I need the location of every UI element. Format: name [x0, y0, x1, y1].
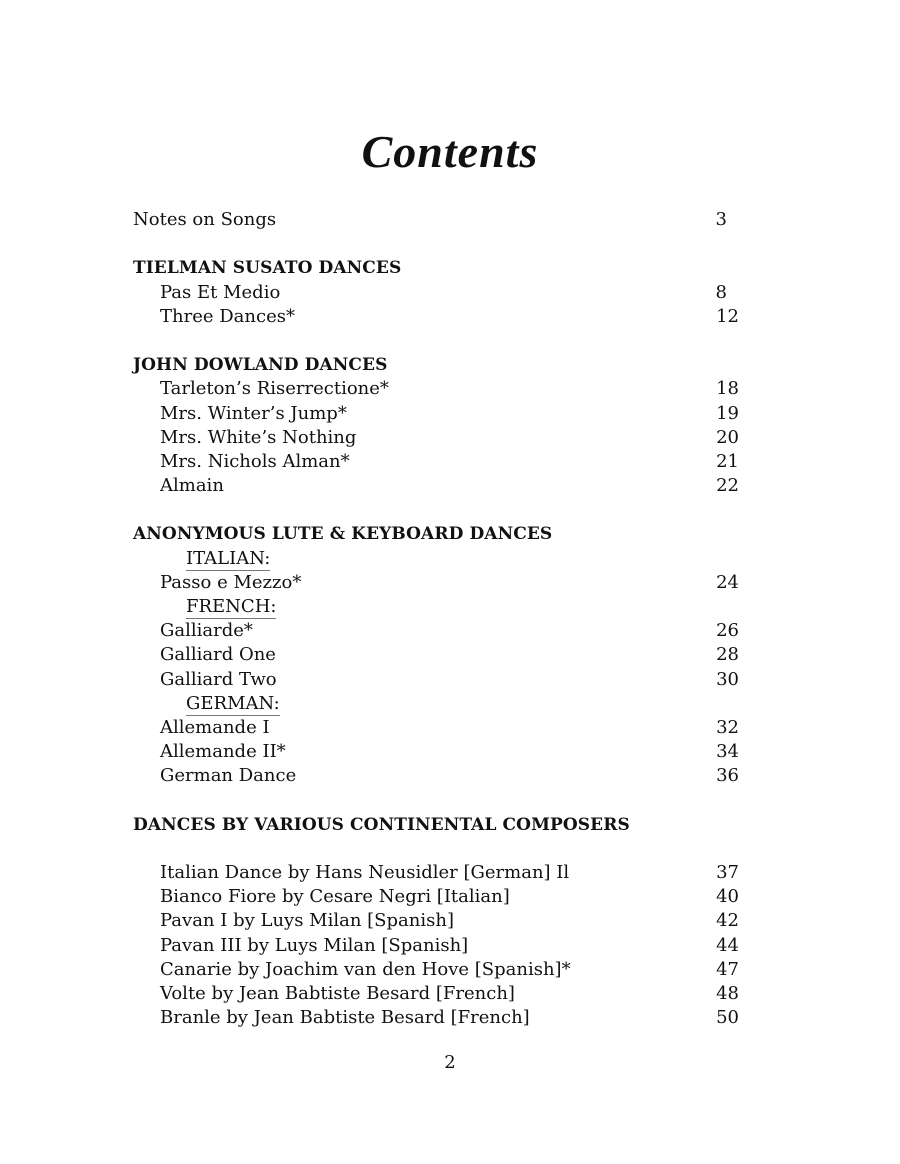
toc-entry-label: Three Dances* — [160, 305, 295, 327]
toc-entry[interactable] — [133, 426, 753, 450]
subheading-german — [133, 692, 753, 716]
spacer — [133, 329, 753, 353]
toc-entry-page: 18 — [716, 378, 739, 400]
toc-entry-page: 3 — [715, 209, 727, 230]
toc-entry[interactable] — [133, 619, 753, 643]
toc-entry[interactable] — [133, 885, 753, 909]
toc-entry-page: 47 — [716, 958, 739, 980]
toc-entry-page: 19 — [716, 402, 739, 424]
toc-entry-page: 50 — [716, 1007, 739, 1029]
toc-entry[interactable] — [133, 861, 753, 885]
subheading-italian — [133, 547, 753, 571]
subheading-label: ITALIAN: — [186, 547, 271, 569]
section-heading-susato — [133, 256, 753, 280]
toc-entry[interactable] — [133, 740, 753, 764]
page-title: Contents — [361, 126, 539, 177]
toc-entry-label: Mrs. White’s Nothing — [160, 426, 357, 448]
toc-entry-page: 42 — [716, 910, 739, 932]
toc-entry-label: Almain — [160, 475, 224, 497]
toc-entry-page: 28 — [716, 644, 739, 666]
section-heading-label: TIELMAN SUSATO DANCES — [133, 258, 402, 279]
toc-entry-page: 24 — [716, 571, 739, 593]
toc-entry[interactable] — [133, 934, 753, 958]
toc-entry[interactable] — [133, 958, 753, 982]
toc-entry-label: Galliard Two — [160, 668, 277, 690]
toc-entry-page: 37 — [716, 862, 739, 884]
toc-entry[interactable] — [133, 982, 753, 1006]
toc-entry-label: Pavan I by Luys Milan [Spanish] — [160, 910, 454, 932]
toc-entry-label: Canarie by Joachim van den Hove [Spanish]* — [160, 958, 571, 980]
spacer — [133, 498, 753, 522]
toc-entry-label: Tarleton’s Riserrectione* — [160, 378, 389, 400]
section-heading-dowland — [133, 353, 753, 377]
section-heading-label: JOHN DOWLAND DANCES — [133, 355, 388, 376]
toc-entry[interactable] — [133, 281, 753, 305]
toc-entry-page: 20 — [716, 426, 739, 448]
toc-entry-page: 48 — [716, 983, 739, 1004]
toc-entry-label: Mrs. Nichols Alman* — [160, 450, 350, 472]
toc-entry-label: Mrs. Winter’s Jump* — [160, 402, 347, 424]
toc-entry-page: 12 — [716, 305, 739, 327]
toc-entry-label: Galliard One — [160, 644, 276, 666]
toc-entry-label: Branle by Jean Babtiste Besard [French] — [160, 1007, 530, 1029]
section-heading-label: ANONYMOUS LUTE & KEYBOARD DANCES — [133, 524, 553, 545]
toc-entry[interactable] — [133, 377, 753, 401]
toc-entry-label: Allemande II* — [160, 741, 286, 763]
spacer — [133, 232, 753, 256]
subheading-label: FRENCH: — [186, 596, 277, 617]
toc-entry[interactable] — [133, 1006, 753, 1030]
spacer — [133, 789, 753, 813]
toc-entry-page: 40 — [716, 886, 739, 908]
toc-entry-page: 34 — [716, 741, 739, 763]
toc-entry[interactable] — [133, 474, 753, 498]
toc-entry[interactable] — [133, 668, 753, 692]
toc-entry-label: Italian Dance by Hans Neusidler [German] Il — [160, 862, 570, 884]
toc-entry-page: 22 — [716, 475, 739, 497]
toc-entry[interactable] — [133, 909, 753, 933]
toc-entry[interactable] — [133, 764, 753, 788]
toc-entry-page: 8 — [715, 281, 727, 303]
toc-entry-label: Bianco Fiore by Cesare Negri [Italian] — [160, 886, 510, 908]
subheading-label: GERMAN: — [186, 692, 280, 714]
toc-entry[interactable] — [133, 716, 753, 740]
toc-entry-page: 32 — [716, 716, 739, 738]
subheading-french — [133, 595, 753, 619]
toc-entry-label: Allemande I — [160, 716, 270, 738]
toc-entry-page: 44 — [716, 934, 739, 956]
toc-entry-page: 26 — [716, 620, 739, 642]
section-heading-continental — [133, 813, 753, 837]
page-number: 2 — [444, 1052, 456, 1073]
toc-entry-label: Passo e Mezzo* — [160, 571, 302, 593]
toc-entry-label: Pavan III by Luys Milan [Spanish] — [160, 934, 469, 956]
section-heading-anonymous — [133, 522, 753, 546]
toc-entry-label: Galliarde* — [160, 620, 253, 642]
toc-entry-page: 36 — [716, 765, 739, 787]
toc-entry-page: 21 — [716, 450, 739, 472]
toc-entry[interactable] — [133, 450, 753, 474]
toc-entry-notes-on-songs[interactable] — [133, 208, 753, 232]
toc-entry[interactable] — [133, 402, 753, 426]
toc-entry-page: 30 — [716, 668, 739, 690]
table-of-contents — [133, 208, 753, 1030]
toc-entry[interactable] — [133, 571, 753, 595]
toc-entry-label: Notes on Songs — [133, 209, 277, 230]
section-heading-label: DANCES BY VARIOUS CONTINENTAL COMPOSERS — [133, 814, 630, 835]
toc-entry-label: Pas Et Medio — [160, 281, 281, 303]
toc-entry[interactable] — [133, 643, 753, 667]
toc-entry-label: Volte by Jean Babtiste Besard [French] — [160, 983, 515, 1004]
toc-entry-label: German Dance — [160, 765, 297, 787]
toc-entry[interactable] — [133, 305, 753, 329]
spacer — [133, 837, 753, 861]
